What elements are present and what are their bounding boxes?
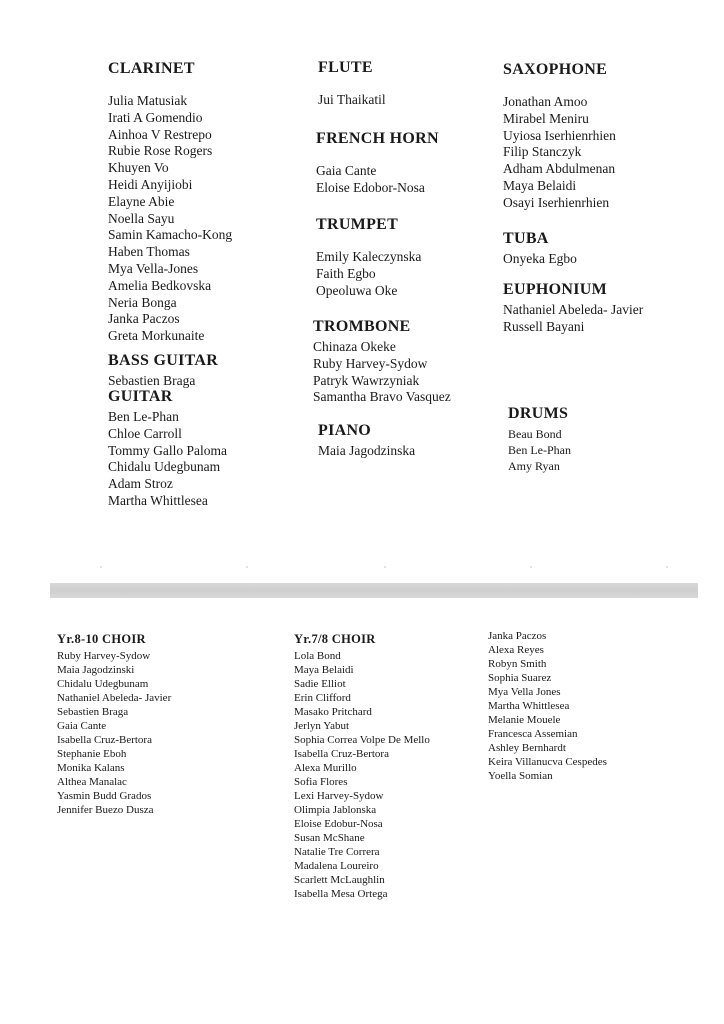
member-name: Ruby Harvey-Sydow [57,650,151,662]
member-name: Neria Bonga [108,294,177,310]
member-name: Mya Vella-Jones [108,260,199,276]
member-name: Masako Pritchard [294,706,372,718]
scan-speck [384,566,386,568]
section-title: Yr.7/8 CHOIR [294,632,376,646]
section-title: FRENCH HORN [316,130,439,147]
name-list [316,163,439,197]
member-name: Mirabel Meniru [503,110,589,126]
member-name: Filip Stanczyk [503,144,582,160]
member-name: Samin Kamacho-Kong [108,227,233,243]
name-list [316,249,421,299]
member-name: Ben Le-Phan [108,409,179,424]
member-name: Erin Clifford [294,692,351,704]
member-name: Ruby Harvey-Sydow [313,355,428,371]
section-guitar [108,387,227,510]
member-name: Opeoluwa Oke [316,282,398,298]
member-name: Lola Bond [294,650,341,662]
name-list [318,443,415,460]
name-list [108,409,227,510]
section-trombone [313,317,451,406]
section-title: SAXOPHONE [503,61,608,78]
section-title: DRUMS [508,405,569,422]
section-title: PIANO [318,422,372,439]
member-name: Eloise Edobor-Nosa [316,179,425,195]
member-name: Janka Paczos [108,311,180,327]
name-list [294,649,430,901]
member-name: Nathaniel Abeleda- Javier [57,692,172,704]
member-name: Alexa Reyes [488,644,544,656]
member-name: Jonathan Amoo [503,94,588,109]
section-yr7-8-choir [294,631,430,901]
section-bass-guitar [108,351,218,390]
member-name: Elayne Abie [108,193,175,209]
member-name: Melanie Mouele [488,714,561,726]
member-name: Scarlett McLaughlin [294,874,385,886]
section-euphonium [503,280,643,336]
member-name: Natalie Tre Correra [294,846,380,858]
name-list [503,251,577,268]
section-yr7-8-choir-continued [488,629,607,783]
member-name: Ainhoa V Restrepo [108,126,212,142]
section-title: CLARINET [108,60,195,77]
member-name: Martha Whittlesea [108,492,208,508]
member-name: Faith Egbo [316,265,376,281]
name-list [503,94,616,212]
member-name: Lexi Harvey-Sydow [294,790,384,802]
scan-speck [246,566,248,568]
member-name: Janka Paczos [488,630,547,642]
member-name: Onyeka Egbo [503,251,577,266]
member-name: Stephanie Eboh [57,748,127,760]
member-name: Chidalu Udegbunam [57,678,149,690]
name-list [313,339,451,406]
member-name: Isabella Mesa Ortega [294,888,388,900]
member-name: Chinaza Okeke [313,339,396,354]
member-name: Haben Thomas [108,244,190,260]
scan-speck [666,566,668,568]
scan-speck [100,566,102,568]
member-name: Sophia Suarez [488,672,552,684]
member-name: Susan McShane [294,832,365,844]
scan-speck [530,566,532,568]
separator-band [50,583,698,598]
member-name: Althea Manalac [57,776,127,788]
member-name: Olimpia Jablonska [294,804,377,816]
member-name: Greta Morkunaite [108,328,205,344]
section-french-horn [316,129,439,197]
member-name: Osayi Iserhienrhien [503,194,610,210]
member-name: Francesca Assemian [488,728,578,740]
member-name: Samantha Bravo Vasquez [313,389,451,405]
member-name: Ben Le-Phan [508,443,571,457]
member-name: Jerlyn Yabut [294,720,350,732]
member-name: Gaia Cante [57,720,107,732]
member-name: Sadie Elliot [294,678,346,690]
member-name: Monika Kalans [57,762,125,774]
section-tuba [503,229,577,268]
member-name: Khuyen Vo [108,160,169,176]
member-name: Amelia Bedkovska [108,277,212,293]
name-list [508,426,571,474]
section-title: Yr.8-10 CHOIR [57,632,146,646]
member-name: Mya Vella Jones [488,686,561,698]
section-trumpet [316,215,421,299]
member-name: Rubie Rose Rogers [108,143,213,159]
member-name: Patryk Wawrzyniak [313,372,420,388]
member-name: Tommy Gallo Paloma [108,442,228,458]
member-name: Sophia Correa Volpe De Mello [294,734,430,746]
member-name: Beau Bond [508,427,562,441]
section-title: BASS GUITAR [108,352,219,369]
name-list [108,93,232,345]
member-name: Eloise Edobur-Nosa [294,818,383,830]
member-name: Sofia Flores [294,776,348,788]
member-name: Maia Jagodzinski [57,664,135,676]
member-name: Sebastien Braga [57,706,129,718]
member-name: Julia Matusiak [108,93,188,108]
member-name: Maya Belaidi [503,177,577,193]
member-name: Russell Bayani [503,318,585,334]
member-name: Maya Belaidi [294,664,354,676]
member-name: Robyn Smith [488,658,547,670]
member-name: Isabella Cruz-Bertora [57,734,152,746]
section-drums [508,404,571,474]
member-name: Uyiosa Iserhienrhien [503,127,616,143]
member-name: Chidalu Udegbunam [108,459,221,475]
section-title: TROMBONE [313,318,411,335]
name-list [488,629,607,783]
member-name: Yoella Somian [488,770,553,782]
member-name: Maia Jagodzinska [318,443,416,458]
name-list [57,649,171,817]
member-name: Chloe Carroll [108,425,182,441]
section-title: FLUTE [318,59,373,76]
section-clarinet [108,59,232,345]
member-name: Irati A Gomendio [108,109,203,125]
section-yr8-10-choir [57,631,171,817]
member-name: Emily Kaleczynska [316,249,422,264]
name-list [503,302,643,336]
section-title: TUBA [503,230,549,247]
member-name: Madalena Loureiro [294,860,379,872]
section-flute [318,58,386,109]
name-list [318,92,386,109]
member-name: Gaia Cante [316,163,377,178]
member-name: Heidi Anyijiobi [108,176,193,192]
member-name: Yasmin Budd Grados [57,790,152,802]
member-name: Jennifer Buezo Dusza [57,804,154,816]
section-title: TRUMPET [316,216,399,233]
member-name: Noella Sayu [108,210,175,226]
member-name: Alexa Murillo [294,762,357,774]
member-name: Martha Whittlesea [488,700,570,712]
member-name: Nathaniel Abeleda- Javier [503,302,644,317]
member-name: Adam Stroz [108,476,173,492]
member-name: Keira Villanucva Cespedes [488,756,607,768]
member-name: Amy Ryan [508,459,560,473]
member-name: Sebastien Braga [108,373,196,388]
section-title: EUPHONIUM [503,281,608,298]
member-name: Jui Thaikatil [318,92,386,107]
member-name: Ashley Bernhardt [488,742,566,754]
member-name: Isabella Cruz-Bertora [294,748,389,760]
section-saxophone [503,60,616,212]
member-name: Adham Abdulmenan [503,161,616,177]
section-title: GUITAR [108,388,173,405]
section-piano [318,421,415,460]
